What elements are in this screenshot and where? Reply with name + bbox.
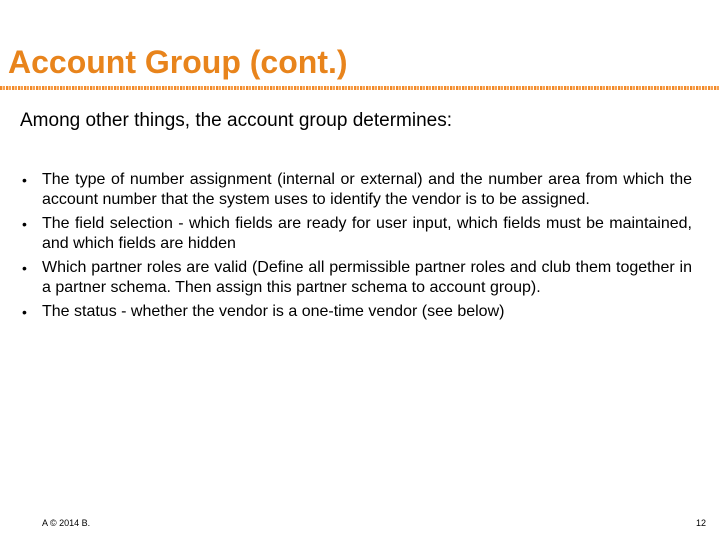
bullet-text: The status - whether the vendor is a one-time vendor (see below) (42, 303, 505, 320)
bullet-text: Which partner roles are valid (Define all permissible partner roles and club them together in a partner schema. Then assign this partner schema to account group). (42, 259, 692, 296)
bullet-marker: • (22, 260, 27, 276)
bullet-item (20, 214, 692, 254)
copyright-footer: A © 2014 B. (42, 518, 91, 528)
title-divider (0, 86, 720, 90)
bullet-item (20, 258, 692, 298)
bullet-marker: • (22, 216, 27, 232)
bullet-list (20, 170, 692, 326)
bullet-text: The type of number assignment (internal or external) and the number area from which the account number that the system uses to identify the vendor is to be assigned. (42, 171, 692, 208)
bullet-item (20, 302, 692, 322)
slide-title: Account Group (cont.) (8, 44, 348, 80)
page-number: 12 (695, 518, 706, 528)
bullet-marker: • (22, 172, 27, 188)
bullet-marker: • (22, 304, 27, 320)
bullet-text: The field selection - which fields are ready for user input, which fields must be maintained, and which fields are hidden (42, 215, 692, 252)
bullet-item (20, 170, 692, 210)
intro-text: Among other things, the account group determines: (20, 110, 452, 131)
